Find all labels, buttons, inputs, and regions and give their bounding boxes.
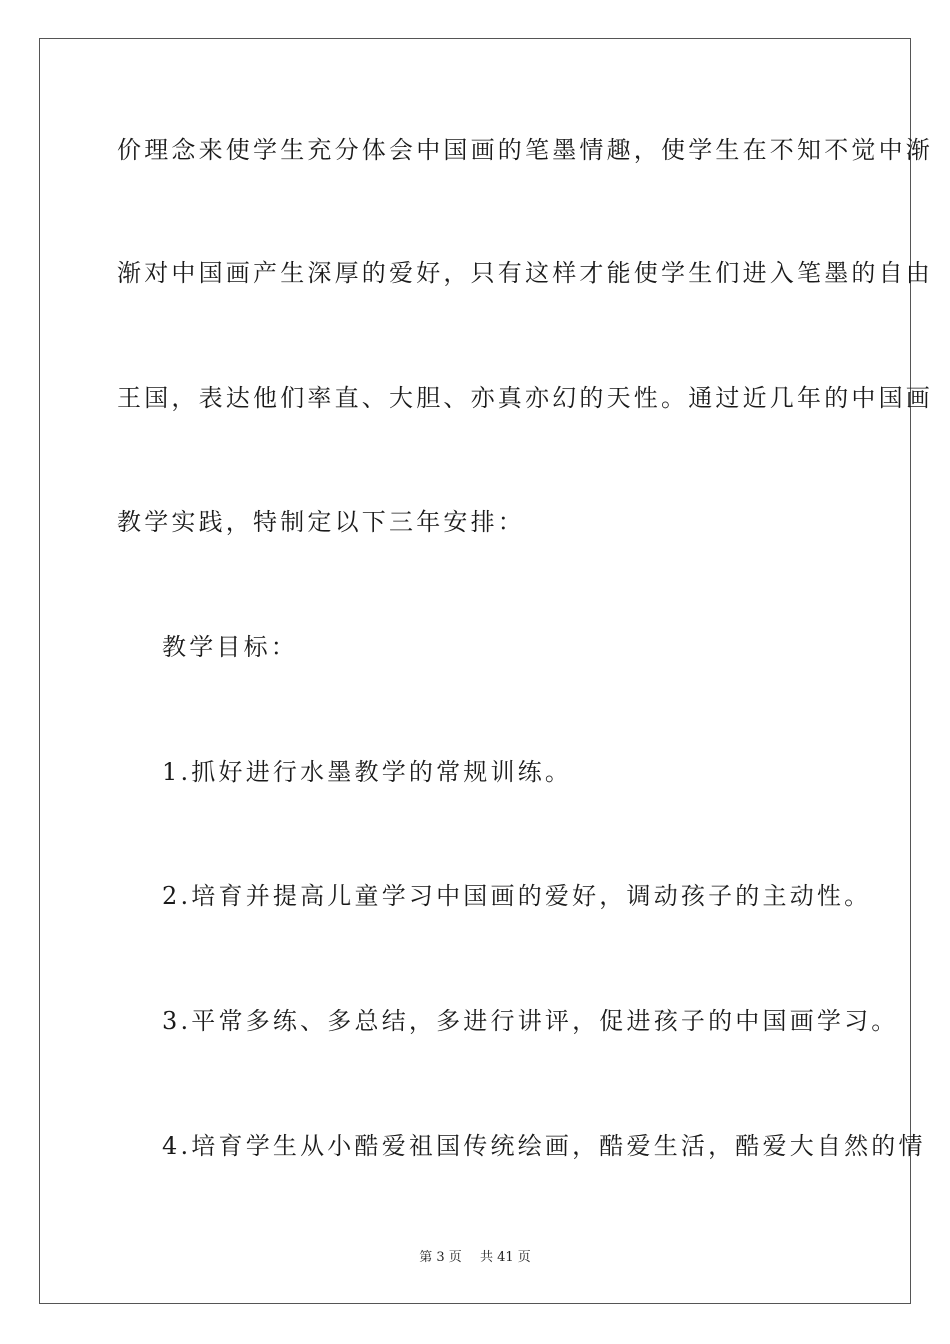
- body-text-line: 教学实践，特制定以下三年安排：: [117, 508, 525, 536]
- body-text-line: 渐对中国画产生深厚的爱好，只有这样才能使学生们进入笔墨的自由: [117, 259, 933, 287]
- page-number: 第 3 页: [419, 1250, 462, 1265]
- list-item: 4.培育学生从小酷爱祖国传统绘画，酷爱生活，酷爱大自然的情: [162, 1132, 926, 1160]
- list-item: 2.培育并提高儿童学习中国画的爱好，调动孩子的主动性。: [162, 882, 872, 910]
- section-heading: 教学目标：: [162, 633, 298, 661]
- body-text-line: 价理念来使学生充分体会中国画的笔墨情趣，使学生在不知不觉中渐: [117, 136, 933, 164]
- list-item: 3.平常多练、多总结，多进行讲评，促进孩子的中国画学习。: [162, 1007, 899, 1035]
- page-frame: [39, 38, 933, 1304]
- body-text-line: 王国，表达他们率直、大胆、亦真亦幻的天性。通过近几年的中国画: [117, 384, 933, 412]
- list-item: 1.抓好进行水墨教学的常规训练。: [162, 758, 573, 786]
- total-pages: 共 41 页: [479, 1250, 531, 1265]
- page-footer: [0, 1246, 950, 1265]
